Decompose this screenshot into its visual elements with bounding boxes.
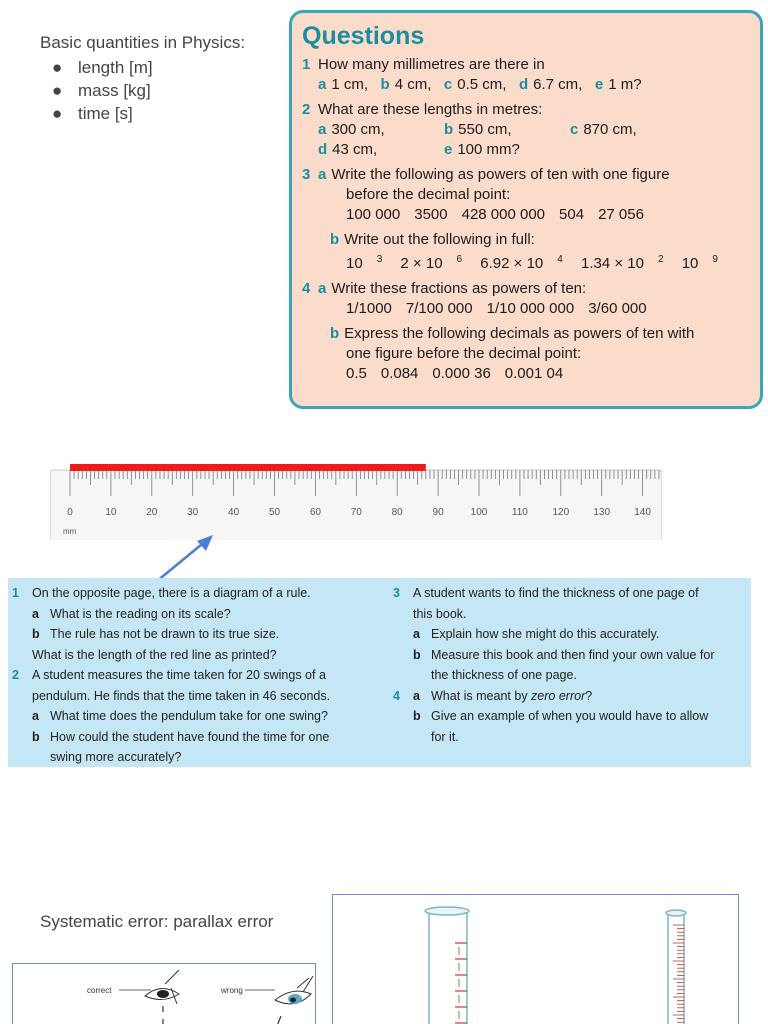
measuring-cylinders-diagram — [332, 894, 739, 1024]
ruler-label: 130 — [593, 507, 611, 518]
exercise-1: 1 On the opposite page, there is a diagram of a rule. — [12, 586, 311, 600]
ruler-label: 40 — [228, 507, 240, 518]
parallax-illustration — [13, 964, 316, 1024]
question-3a-values: 100 000 3500 428 000 000 504 27 056 — [346, 206, 644, 223]
exercise-column-2: 3 A student wants to find the thickness of one page of this book. a Explain how she might do this accurately. b Measure this book and then find your own value for the thickness of one page. 4 a What is meant by zero error? b Give an example of when you would have to allow for it. — [393, 583, 748, 747]
question-3b: b Write out the following in full: — [330, 231, 535, 248]
question-4b: b Express the following decimals as powers of ten with — [330, 325, 695, 342]
question-3a: 3 a Write the following as powers of ten with one figure — [302, 166, 670, 183]
wrong-label: wrong — [221, 986, 243, 995]
ruler-label: 140 — [634, 507, 651, 518]
ruler-diagram — [50, 464, 662, 554]
question-4b-values: 0.5 0.084 0.000 36 0.001 04 — [346, 365, 564, 382]
exercise-2: 2 A student measures the time taken for 20 swings of a — [12, 668, 326, 682]
question-2-parts-row1: a 300 cm, b 550 cm, c 870 cm, — [318, 121, 637, 138]
bullet-icon: ● — [52, 58, 63, 77]
ruler-bottom-fade — [50, 540, 662, 554]
question-2-parts-row2: d 43 cm, e 100 mm? — [318, 141, 520, 158]
basic-quantities-list — [40, 56, 280, 125]
ruler-label: 120 — [552, 507, 570, 518]
ruler-label: 90 — [432, 507, 444, 518]
red-line — [70, 464, 426, 471]
questions-title: Questions — [302, 22, 425, 50]
exercise-box — [8, 578, 751, 767]
ruler-label: 70 — [350, 507, 362, 518]
question-2: 2 What are these lengths in metres: — [302, 101, 543, 118]
systematic-error-title: Systematic error: parallax error — [40, 912, 274, 931]
question-3b-values: 10 $^3$ 2 × 10 $^6$ 6.92 × 10 $^4$ 1.34 × 10 $^2$ 10 $^9$ — [346, 254, 718, 272]
ruler-label: 30 — [187, 507, 199, 518]
correct-label: correct — [87, 986, 112, 995]
ruler-label: 20 — [146, 507, 158, 518]
list-item: ● length [m] — [52, 58, 153, 77]
ruler-label: 80 — [391, 507, 403, 518]
exercise-3: 3 A student wants to find the thickness of one page of — [393, 586, 699, 600]
measuring-cylinders-illustration — [333, 895, 739, 1024]
list-item: ● time [s] — [52, 104, 133, 123]
exercise-4: 4 a What is meant by zero error? — [393, 688, 593, 703]
questions-box: Questions 1 How many millimetres are there in a 1 cm, b 4 cm, c 0.5 cm, d 6.7 cm, e 1 m? 2 What are these lengths in metres: a 300 cm, b 550 cm, c 870 cm, d 43 cm, e 100 mm? 3 a Write the following as powers of ten with one figure before the decimal point: 100 000 3500 428 000 000 504 27 056 b Write out the following in full: 10 $^3$ 2 × 10 $^6$ 6.92 × 10 $^4$ 1.34 × 10 $^2$ 10 $^9$ 4 a Write these fractions as powers of ten: 1/1000 7/100 000 1/10 000 000 3/60 000 b Express the following decimals as powers of ten with one figure before the decimal point: 0.5 0.084 0.000 36 0.001 04 — [289, 10, 763, 409]
basic-quantities — [40, 32, 280, 125]
parallax-diagram — [12, 963, 316, 1024]
ruler-label: 10 — [105, 507, 117, 518]
bullet-icon: ● — [52, 104, 63, 123]
ruler — [50, 464, 662, 554]
ruler-label: 110 — [511, 507, 528, 518]
question-4a: 4 a Write these fractions as powers of ten: — [302, 280, 587, 297]
question-4a-values: 1/1000 7/100 000 1/10 000 000 3/60 000 — [346, 300, 647, 317]
basic-quantities-title: Basic quantities in Physics: — [40, 33, 246, 52]
question-1-parts: a 1 cm, b 4 cm, c 0.5 cm, d 6.7 cm, e 1 m? — [318, 76, 642, 93]
question-1: 1 How many millimetres are there in — [302, 56, 545, 73]
ruler-label: 100 — [470, 507, 488, 518]
ruler-label: 0 — [67, 507, 73, 518]
bullet-icon: ● — [52, 81, 63, 100]
exercise-column-1: 1 On the opposite page, there is a diagram of a rule. a What is the reading on its scale? b The rule has not be drawn to its true size. What is the length of the red line as printed? 2 A student measures the time taken for 20 swings of a pendulum. He finds that the time taken in 46 seconds. a What time does the pendulum take for one swing? b How could the student have found the time for one swing more accurately? — [12, 583, 382, 768]
list-item: ● mass [kg] — [52, 81, 151, 100]
ruler-label: 60 — [309, 507, 321, 518]
ruler-label: 50 — [268, 507, 281, 518]
ruler-unit: mm — [63, 527, 77, 536]
